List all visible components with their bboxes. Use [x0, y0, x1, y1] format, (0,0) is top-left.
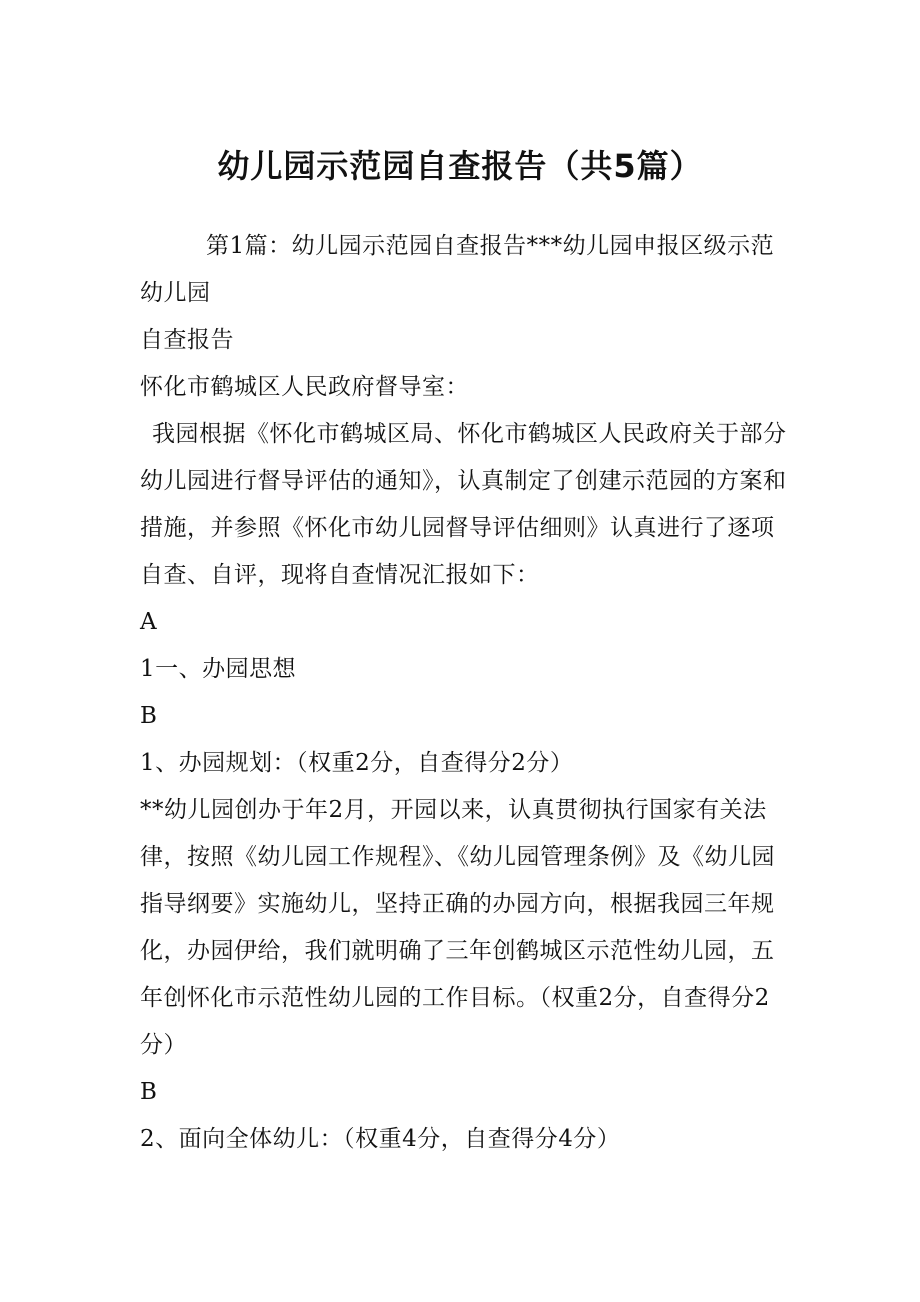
paragraph-addressee: 怀化市鹤城区人民政府督导室： [140, 374, 469, 400]
section-marker: B [140, 703, 158, 729]
paragraph-intro: 第1篇：幼儿园示范园自查报告***幼儿园申报区级示范幼儿园 [140, 233, 775, 306]
document-body [140, 223, 790, 1163]
paragraph-body: **幼儿园创办于年2月，开园以来，认真贯彻执行国家有关法律，按照《幼儿园工作规程》、《幼儿园管理条例》及《幼儿园指导纲要》实施幼儿，坚持正确的办园方向，根据我园三年规化，办园伊给，我们就明确了三年创鹤城区示范性幼儿园，五年创怀化市示范性幼儿园的工作目标。（权重2分，自查得分2分） [140, 797, 775, 1058]
section-marker: A [140, 609, 158, 635]
section-marker: B [140, 1079, 158, 1105]
subsection-heading: 1、办园规划：（权重2分，自查得分2分） [140, 750, 574, 776]
document-title: 幼儿园示范园自查报告（共5篇） [217, 147, 703, 185]
paragraph-heading: 自查报告 [140, 327, 234, 353]
section-heading: 1一、办园思想 [140, 656, 297, 682]
paragraph-body: 我园根据《怀化市鹤城区局、怀化市鹤城区人民政府关于部分幼儿园进行督导评估的通知》，认真制定了创建示范园的方案和措施，并参照《怀化市幼儿园督导评估细则》认真进行了逐项自查、自评，现将自查情况汇报如下： [140, 421, 787, 588]
subsection-heading: 2、面向全体幼儿：（权重4分，自查得分4分） [140, 1126, 621, 1152]
